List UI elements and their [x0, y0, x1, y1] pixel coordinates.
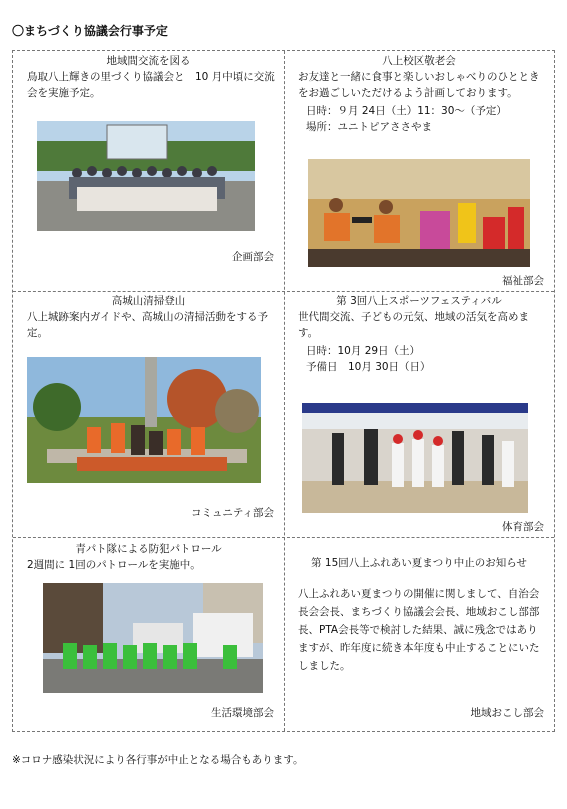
event-cell-respect-aged [284, 51, 554, 291]
event-heading: 地域間交流を図る [106, 55, 191, 67]
event-heading: 高城山清掃登山 [111, 295, 186, 307]
sports-festival-photo [302, 403, 528, 513]
event-description: 八上城跡案内ガイドや、高城山の清掃活動をする予定。 [27, 311, 268, 339]
exchange-group-photo [37, 121, 255, 231]
event-description: 八上ふれあい夏まつりの開催に関しまして、自治会長会会長、まちづくり協議会会長、地域おこし部部長、PTA会長等で検討した結果、誠に残念ではありますが、昨年度に続き本年度も中止することにいたしました。 [298, 588, 540, 672]
cleanup-group-photo [27, 357, 261, 483]
event-date: 日時：10月 29日（土） [306, 345, 421, 357]
department-label: 企画部会 [232, 251, 274, 263]
event-description: 鳥取八上輝きの里づくり協議会と 10 月中頃に交流会を実施予定。 [27, 71, 275, 99]
event-date: 日時：９月 24日（土）11：30～（予定） [306, 105, 507, 117]
event-heading: 第 3回八上スポーツフェスティバル [336, 295, 502, 307]
event-heading: 青パト隊による防犯パトロール [75, 543, 222, 555]
patrol-group-photo [43, 583, 263, 693]
event-venue: 場所：ユニトピアささやま [306, 121, 432, 133]
event-cell-cleanup-hike [13, 291, 284, 537]
department-label: 生活環境部会 [211, 707, 274, 719]
event-description: 世代間交流、子どもの元気、地域の活気を高めます。 [298, 311, 529, 339]
event-description: お友達と一緒に食事と楽しいおしゃべりのひとときをお過ごしいただけるよう計画しております。 [298, 71, 540, 99]
event-heading: 八上校区敬老会 [382, 55, 456, 67]
events-grid [12, 50, 555, 732]
event-cell-patrol [13, 537, 284, 731]
footnote: ※コロナ感染状況により各行事が中止となる場合もあります。 [12, 754, 304, 766]
event-rain-date: 予備日 10月 30日（日） [306, 361, 431, 373]
department-label: コミュニティ部会 [191, 507, 274, 519]
event-description: 2週間に 1回のパトロールを実施中。 [27, 559, 201, 571]
event-cell-exchange [13, 51, 284, 291]
event-heading: 第 15回八上ふれあい夏まつり中止のお知らせ [311, 557, 527, 569]
event-cell-summer-festival [284, 537, 554, 731]
performance-photo [308, 159, 530, 267]
page-title: 〇まちづくり協議会行事予定 [12, 24, 168, 38]
department-label: 福祉部会 [502, 275, 544, 287]
department-label: 体育部会 [502, 521, 544, 533]
department-label: 地域おこし部会 [470, 707, 544, 719]
event-cell-sports-festival [284, 291, 554, 537]
